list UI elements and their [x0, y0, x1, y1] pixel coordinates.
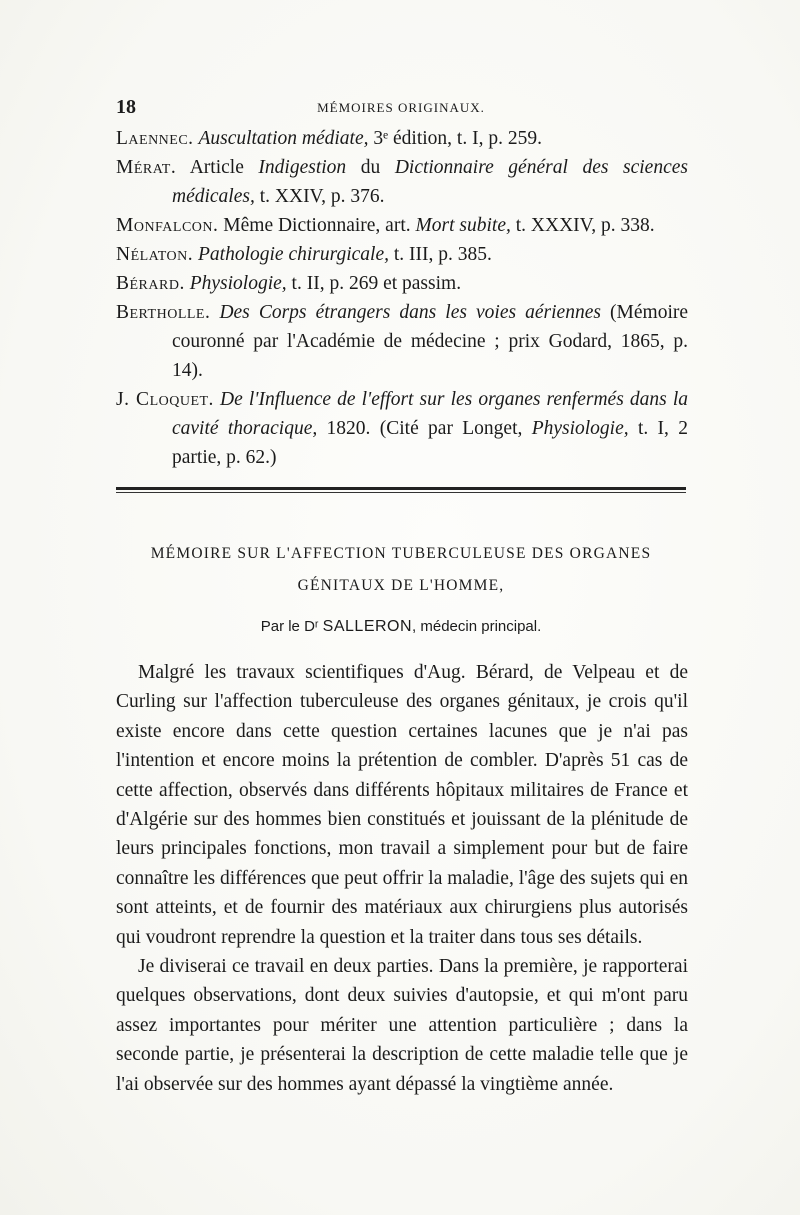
reference-entry: [116, 385, 688, 472]
reference-title-italic: Indigestion: [258, 157, 347, 178]
reference-text: t. XXIV, p. 376.: [254, 186, 385, 207]
reference-text: t. I, 2 partie, p. 62.): [172, 418, 688, 468]
reference-text: 1820. (Cité par Longet,: [317, 418, 532, 439]
reference-text: Article: [176, 157, 259, 178]
reference-author: Monfalcon.: [116, 215, 219, 236]
byline-suffix: , médecin principal.: [412, 618, 542, 635]
reference-entry: [116, 269, 688, 298]
reference-title-italic: Pathologie chirurgicale,: [198, 244, 390, 265]
article-title-line-2: GÉNITAUX DE L'HOMME,: [297, 577, 505, 594]
reference-text: (Mémoire couronné par l'Académie de médecine ; prix Godard, 1865, p. 14).: [172, 302, 689, 381]
section-divider: [116, 487, 686, 495]
reference-text: Même Dictionnaire, art.: [218, 215, 416, 236]
reference-text: du: [346, 157, 395, 178]
reference-entry: [116, 298, 688, 385]
reference-entry: [116, 240, 688, 269]
reference-author: Nélaton.: [116, 244, 194, 265]
reference-entry: [116, 211, 688, 240]
reference-list: [116, 124, 688, 472]
reference-title-italic: Physiologie,: [189, 273, 287, 294]
reference-entry: [116, 153, 688, 211]
reference-text: 3ᵉ édition, t. I, p. 259.: [368, 128, 542, 149]
reference-title-italic: De l'Influence de l'effort sur les organes renfermés dans la cavité thoracique,: [172, 389, 688, 439]
page-number: 18: [116, 96, 136, 118]
byline-prefix: Par le Dʳ: [260, 618, 323, 635]
article-body: [116, 658, 688, 1099]
running-head: MÉMOIRES ORIGINAUX.: [317, 100, 485, 115]
reference-title-italic: Des Corps étrangers dans les voies aériennes: [219, 302, 601, 323]
reference-text: t. III, p. 385.: [389, 244, 492, 265]
reference-author: Mérat.: [116, 157, 177, 178]
article-title-line-1: MÉMOIRE SUR L'AFFECTION TUBERCULEUSE DES ORGANES: [150, 545, 652, 562]
reference-text: t. II, p. 269 et passim.: [286, 273, 462, 294]
reference-author: Bérard.: [116, 273, 185, 294]
reference-author: Bertholle.: [116, 302, 211, 323]
reference-title-italic: Physiologie,: [531, 418, 629, 439]
author-byline: [116, 618, 686, 636]
byline-author-name: SALLERON: [322, 618, 413, 635]
reference-author: Laennec.: [116, 128, 194, 149]
reference-title-italic: Dictionnaire général des sciences médicales,: [172, 157, 688, 207]
reference-text: t. XXXIV, p. 338.: [510, 215, 655, 236]
reference-entry: [116, 124, 688, 153]
page-header: [116, 96, 686, 120]
reference-title-italic: Auscultation médiate,: [198, 128, 369, 149]
reference-title-italic: Mort subite,: [415, 215, 511, 236]
reference-author: J. Cloquet.: [116, 389, 214, 410]
article-title: [116, 538, 686, 602]
body-paragraph-1: Malgré les travaux scientifiques d'Aug. Bérard, de Velpeau et de Curling sur l'affection tuberculeuse des organes génitaux, je crois qu'il existe encore dans cette question certaines lacunes que je n'ai pas l'intention et encore moins la prétention de combler. D'après 51 cas de cette affection, observés dans différents hôpitaux militaires de France et d'Algérie sur des hommes bien constitués et jouissant de la plénitude de leurs principales fonctions, mon travail a simplement pour but de faire connaître les différences que peut offrir la maladie, l'âge des sujets qui en sont atteints, et de fournir des matériaux aux chirurgiens plus autorisés qui voudront reprendre la question et la traiter dans tous ses détails.: [116, 662, 688, 948]
body-paragraph-2: Je diviserai ce travail en deux parties. Dans la première, je rapporterai quelques observations, dont deux suivies d'autopsie, et qui m'ont paru assez importantes pour mériter une attention particulière ; dans la seconde partie, je présenterai la description de cette maladie telle que je l'ai observée sur des hommes ayant dépassé la vingtième année.: [116, 956, 688, 1095]
